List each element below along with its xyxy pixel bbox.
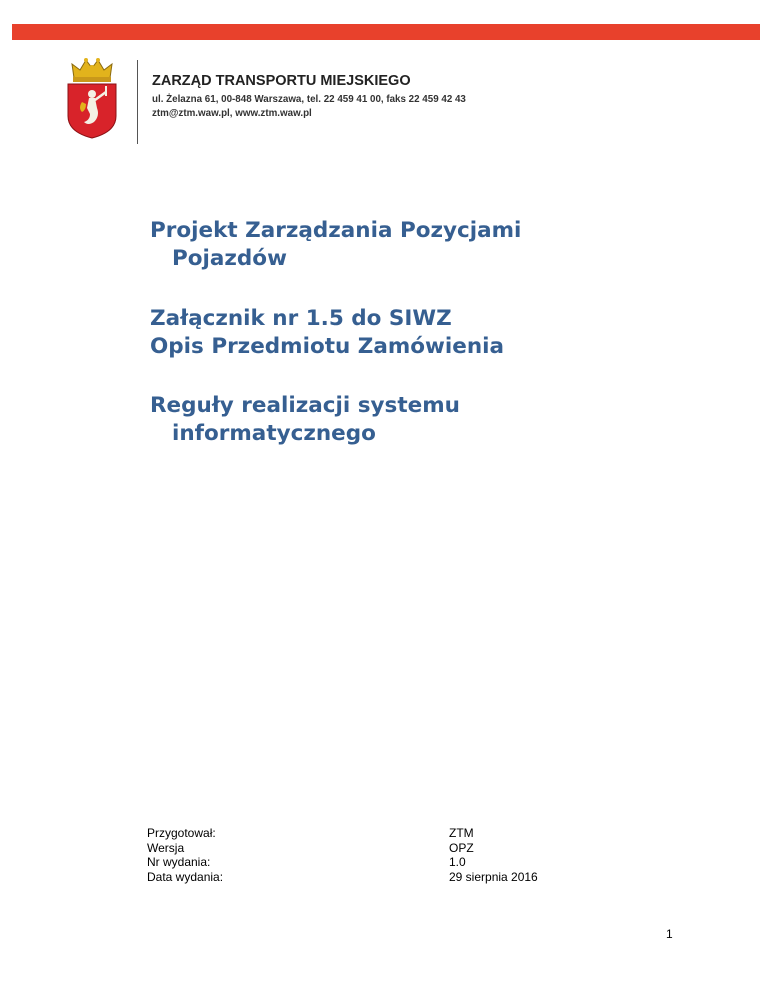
metadata-values [449, 826, 538, 884]
annex-title [150, 305, 504, 361]
issue-date-value: 29 sierpnia 2016 [449, 869, 538, 884]
annex-title-line1: Załącznik nr 1.5 do SIWZ [150, 306, 452, 331]
organization-name: ZARZĄD TRANSPORTU MIEJSKIEGO [152, 73, 411, 89]
prepared-by-label: Przygotował: [147, 826, 216, 840]
organization-contact: ztm@ztm.waw.pl, www.ztm.waw.pl [152, 108, 312, 119]
issue-date-label: Data wydania: [147, 869, 224, 884]
metadata-labels [147, 826, 223, 884]
header-divider [137, 60, 138, 144]
warsaw-coat-of-arms-logo [62, 56, 122, 140]
annex-title-line2: Opis Przedmiotu Zamówienia [150, 334, 505, 359]
version-value: OPZ [449, 840, 474, 855]
project-title-line2: Pojazdów [172, 246, 287, 271]
rules-title-line1: Reguły realizacji systemu [150, 393, 460, 418]
rules-title-line2: informatycznego [172, 421, 376, 446]
version-label: Wersja [147, 840, 185, 855]
project-title-line1: Projekt Zarządzania Pozycjami [150, 218, 522, 243]
issue-number-label: Nr wydania: [147, 855, 211, 869]
page-number: 1 [666, 927, 673, 941]
issue-number-value: 1.0 [449, 855, 466, 869]
organization-address: ul. Żelazna 61, 00-848 Warszawa, tel. 22 459 41 00, faks 22 459 42 43 [152, 94, 466, 105]
rules-title [150, 392, 460, 448]
prepared-by-value: ZTM [449, 826, 474, 840]
project-title [150, 217, 521, 273]
top-accent-bar [12, 24, 760, 40]
